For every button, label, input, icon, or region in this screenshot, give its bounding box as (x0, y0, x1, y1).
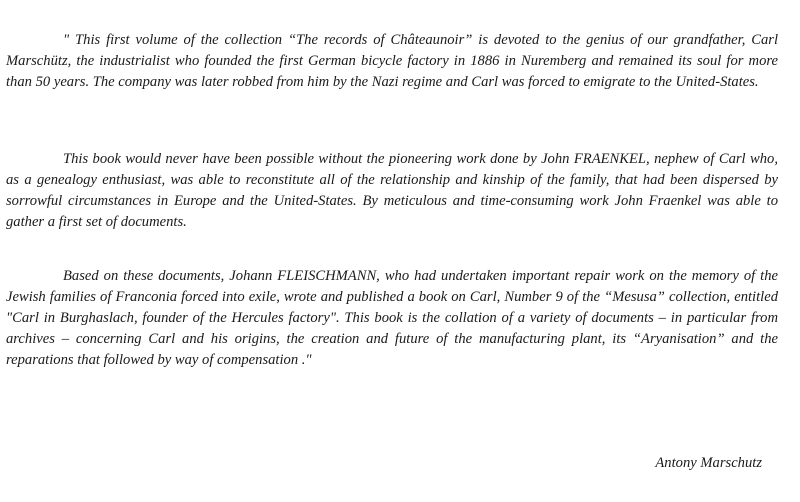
paragraph-fraenkel: This book would never have been possible without the pioneering work done by John FRAENKEL, nephew of Carl who, as a genealogy enthusiast, was able to reconstitute all of the relationship and kinship of the family, that had been dispersed by sorrowful circumstances in Europe and the United-States. By meticulous and time-consuming work John Fraenkel was able to gather a first set of documents. (6, 151, 778, 230)
paragraph-intro: " This first volume of the collection “The records of Châteaunoir” is devoted to the genius of our grandfather, Carl Marschütz, the industrialist who founded the first German bicycle factory in 1886 in Nuremberg and remained its soul for more than 50 years. The company was later robbed from him by the Nazi regime and Carl was forced to emigrate to the United-States. (6, 32, 778, 90)
paragraph-fleischmann: Based on these documents, Johann FLEISCHMANN, who had undertaken important repair work on the memory of the Jewish families of Franconia forced into exile, wrote and published a book on Carl, Number 9 of the “Mesusa” collection, entitled "Carl in Burghaslach, founder of the Hercules factory". This book is the collation of a variety of documents – in particular from archives – concerning Carl and his origins, the creation and future of the manufacturing plant, its “Aryanisation” and the reparations that followed by way of compensation ." (6, 268, 778, 368)
signature: Antony Marschutz (655, 455, 762, 471)
